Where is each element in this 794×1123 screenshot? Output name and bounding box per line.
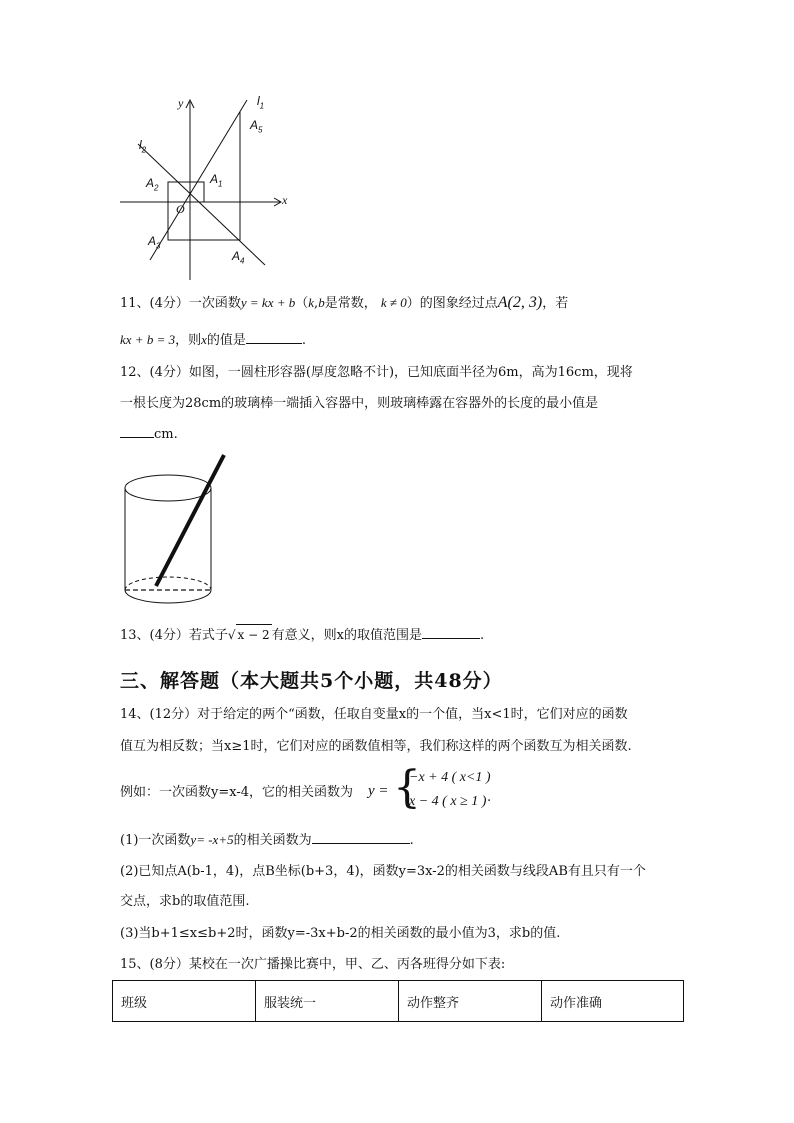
q11-comma: , xyxy=(314,296,319,311)
q13-middle: 有意义，则x的取值范围是 xyxy=(271,628,422,643)
score-table xyxy=(112,980,684,1022)
q13-radicand: x − 2 xyxy=(236,624,272,645)
q11-paren: （ xyxy=(295,296,309,311)
q12-unit: cm. xyxy=(154,427,178,442)
a4-label: $A_4$ xyxy=(232,249,245,266)
q11-point: A(2, 3) xyxy=(497,294,543,311)
q14-brace: { xyxy=(393,762,421,813)
cylinder-bottom-back xyxy=(125,577,211,590)
q11-value-text: 的值是 xyxy=(206,333,246,348)
cylinder-svg xyxy=(118,452,238,612)
table-header-uniform: 服装统一 xyxy=(256,981,399,1022)
q11-end: . xyxy=(301,333,307,348)
q11-after: ）的图象经过点 xyxy=(406,296,498,311)
q13-line: 13、(4分）若式子√ x − 2 有意义，则x的取值范围是 . xyxy=(120,624,484,646)
q14-p1-func: y= -x+5 xyxy=(190,832,234,847)
inner-square xyxy=(168,182,204,202)
table-header-class: 班级 xyxy=(113,981,256,1022)
line-l1 xyxy=(150,100,247,260)
a3-label: $A_3$ xyxy=(148,234,161,251)
q12-line3 xyxy=(120,425,178,445)
q11-then: ，则 xyxy=(175,333,202,348)
q12-answer-blank[interactable] xyxy=(120,425,154,438)
q11-k: k xyxy=(308,295,315,310)
q11-line2 xyxy=(120,330,306,351)
q14-p1-suffix: 的相关函数为 xyxy=(233,833,312,848)
q14-part3: (3)当b+1≤x≤b+2时，函数y=-3x+b-2的相关函数的最小值为3，求b的值. xyxy=(120,926,561,941)
q14-case2: x − 4 ( x ≥ 1 ) xyxy=(409,794,487,809)
table-header-neat: 动作整齐 xyxy=(399,981,542,1022)
l2-label: $l_2$ xyxy=(139,138,147,155)
y-axis-label: y xyxy=(178,96,184,110)
table-header-row xyxy=(113,981,684,1022)
coordinate-figure-svg xyxy=(110,92,310,292)
q13-prefix: 13、(4分）若式子 xyxy=(120,628,228,643)
section-heading: 三、解答题（本大题共5个小题，共48分） xyxy=(120,670,503,692)
q11-line1 xyxy=(120,293,568,314)
spiral-path xyxy=(168,112,240,240)
score-table-grid xyxy=(112,980,684,1022)
q14-example-y: y = xyxy=(368,783,389,799)
q14-case1: −x + 4 ( x<1 ) xyxy=(409,770,491,785)
table-header-accurate: 动作准确 xyxy=(542,981,684,1022)
q11-answer-blank[interactable] xyxy=(246,331,302,344)
q14-p1-end: . xyxy=(409,833,414,848)
coordinate-figure xyxy=(110,92,310,292)
l1-label: $l_1$ xyxy=(257,94,265,111)
q11-x: x xyxy=(201,332,207,347)
cylinder-figure xyxy=(118,452,238,612)
q14-part2-line2: 交点，求b的取值范围. xyxy=(120,894,250,909)
cylinder-bottom-front xyxy=(125,590,211,603)
origin-label: O xyxy=(176,202,185,216)
q14-p1-answer-blank[interactable] xyxy=(312,831,410,844)
q11-formula: y = kx + b xyxy=(240,295,296,310)
q11-tail: ，若 xyxy=(542,296,569,311)
q11-condition: k ≠ 0 xyxy=(380,295,407,310)
q11-b: b xyxy=(318,295,325,310)
a1-label: $A_1$ xyxy=(210,172,223,189)
q11-equation: kx + b = 3 xyxy=(120,332,176,347)
q13-answer-blank[interactable] xyxy=(422,626,480,639)
q12-line1: 12、(4分）如图，一圆柱形容器(厚度忽略不计)，已知底面半径为6m，高为16cm，现将 xyxy=(120,365,633,380)
a2-label: $A_2$ xyxy=(146,176,159,193)
q12-line2: 一根长度为28cm的玻璃棒一端插入容器中，则玻璃棒露在容器外的长度的最小值是 xyxy=(120,396,599,411)
q11-prefix: 11、(4分）一次函数 xyxy=(120,296,241,311)
q15-text: 15、(8分）某校在一次广播操比赛中，甲、乙、丙各班得分如下表: xyxy=(120,957,506,972)
q14-example-end: . xyxy=(487,790,492,805)
q13-end: . xyxy=(479,628,485,643)
q14-example-text: 例如：一次函数y=x-4，它的相关函数为 xyxy=(120,785,354,800)
x-axis-label: x xyxy=(282,193,288,207)
q14-part2-line1: (2)已知点A(b-1，4)，点B坐标(b+3，4)，函数y=3x-2的相关函数与线段AB有且只有一个 xyxy=(120,864,646,879)
a5-label: $A_5$ xyxy=(250,118,263,135)
q11-const-text: 是常数， xyxy=(324,296,377,311)
q14-line1: 14、(12分）对于给定的两个“函数，任取自变量x的一个值，当x<1时，它们对应的函数 xyxy=(120,707,628,722)
q14-line2: 值互为相反数；当x≥1时，它们对应的函数值相等，我们称这样的两个函数互为相关函数. xyxy=(120,739,632,754)
q14-p1-prefix: (1)一次函数 xyxy=(120,833,191,848)
cylinder-top xyxy=(125,475,211,501)
q14-part1 xyxy=(120,830,414,851)
